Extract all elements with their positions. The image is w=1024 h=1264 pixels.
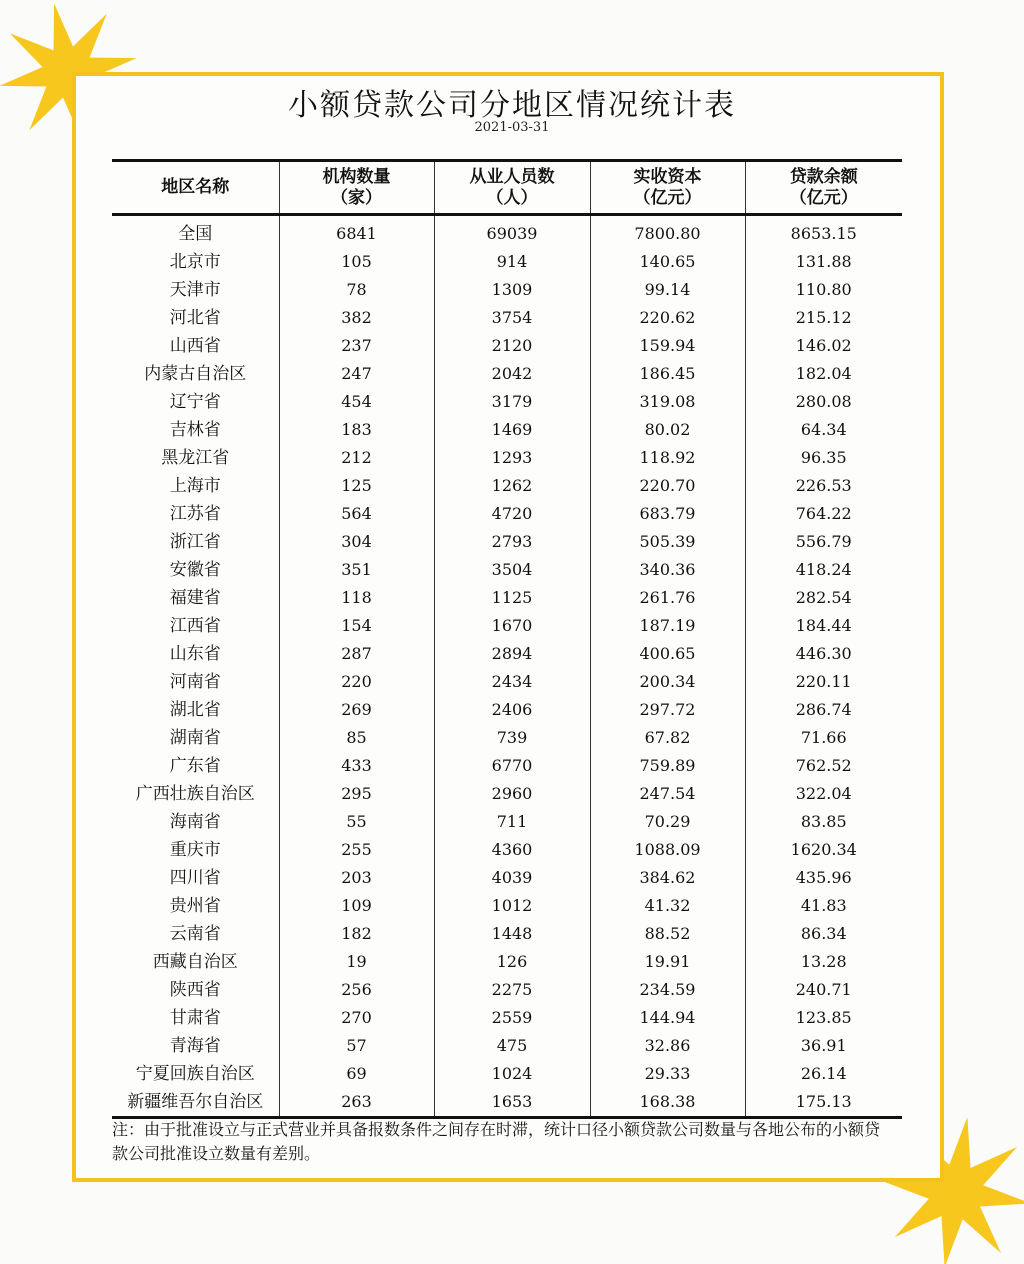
region-cell: 天津市	[169, 280, 221, 300]
loan-balance-cell: 286.74	[745, 696, 902, 724]
institution-count-cell: 125	[279, 472, 434, 500]
paid-in-capital-cell: 319.08	[590, 388, 745, 416]
table-row	[112, 215, 902, 249]
region-cell: 青海省	[169, 1036, 221, 1056]
paid-in-capital-cell: 140.65	[590, 248, 745, 276]
table-row	[112, 1032, 902, 1060]
employee-count-cell: 4039	[434, 864, 590, 892]
employee-count-cell: 1293	[434, 444, 590, 472]
loan-balance-cell: 13.28	[745, 948, 902, 976]
employee-count-cell: 739	[434, 724, 590, 752]
employee-count-cell: 2793	[434, 528, 590, 556]
institution-count-cell: 433	[279, 752, 434, 780]
paid-in-capital-cell: 186.45	[590, 360, 745, 388]
table-row	[112, 584, 902, 612]
loan-balance-cell: 764.22	[745, 500, 902, 528]
table-row	[112, 332, 902, 360]
loan-balance-cell: 41.83	[745, 892, 902, 920]
loan-balance-cell: 36.91	[745, 1032, 902, 1060]
table-row	[112, 752, 902, 780]
region-cell: 四川省	[169, 868, 221, 888]
report-date: 2021-03-31	[474, 120, 550, 135]
loan-balance-cell: 762.52	[745, 752, 902, 780]
table-row	[112, 920, 902, 948]
institution-count-cell: 85	[279, 724, 434, 752]
employee-count-cell: 3179	[434, 388, 590, 416]
institution-count-cell: 237	[279, 332, 434, 360]
employee-count-cell: 1670	[434, 612, 590, 640]
table-row	[112, 500, 902, 528]
table-row	[112, 892, 902, 920]
region-cell: 河北省	[169, 308, 221, 328]
paid-in-capital-cell: 67.82	[590, 724, 745, 752]
table-row	[112, 836, 902, 864]
employee-count-cell: 69039	[434, 215, 590, 249]
employee-count-cell: 4720	[434, 500, 590, 528]
paid-in-capital-cell: 683.79	[590, 500, 745, 528]
region-cell: 山东省	[169, 644, 221, 664]
institution-count-cell: 55	[279, 808, 434, 836]
employee-count-cell: 2894	[434, 640, 590, 668]
table-row	[112, 444, 902, 472]
employee-count-cell: 914	[434, 248, 590, 276]
loan-balance-cell: 64.34	[745, 416, 902, 444]
region-cell: 云南省	[169, 924, 221, 944]
loan-balance-cell: 86.34	[745, 920, 902, 948]
header-row	[112, 161, 902, 215]
paid-in-capital-cell: 144.94	[590, 1004, 745, 1032]
institution-count-cell: 247	[279, 360, 434, 388]
page-title: 小额贷款公司分地区情况统计表	[288, 88, 736, 123]
loan-balance-cell: 282.54	[745, 584, 902, 612]
table-row	[112, 612, 902, 640]
loan-balance-cell: 110.80	[745, 276, 902, 304]
region-cell: 内蒙古自治区	[144, 364, 247, 384]
table-row	[112, 640, 902, 668]
region-cell: 海南省	[169, 812, 221, 832]
table-row	[112, 416, 902, 444]
employee-count-cell: 1309	[434, 276, 590, 304]
region-cell: 黑龙江省	[161, 448, 230, 468]
loan-balance-cell: 96.35	[745, 444, 902, 472]
region-cell: 北京市	[169, 252, 221, 272]
paid-in-capital-cell: 220.62	[590, 304, 745, 332]
header-paid-in-capital: 实收资本 （亿元）	[590, 161, 745, 215]
employee-count-cell: 2120	[434, 332, 590, 360]
employee-count-cell: 1653	[434, 1088, 590, 1118]
footnote: 注：由于批准设立与正式营业并具备报数条件之间存在时滞，统计口径小额贷款公司数量与各地公布的小额贷款公司批准设立数量有差别。	[112, 1120, 881, 1163]
institution-count-cell: 269	[279, 696, 434, 724]
employee-count-cell: 2960	[434, 780, 590, 808]
region-cell: 上海市	[169, 476, 221, 496]
loan-balance-cell: 280.08	[745, 388, 902, 416]
paid-in-capital-cell: 220.70	[590, 472, 745, 500]
paid-in-capital-cell: 187.19	[590, 612, 745, 640]
table-row	[112, 1004, 902, 1032]
paid-in-capital-cell: 88.52	[590, 920, 745, 948]
employee-count-cell: 1125	[434, 584, 590, 612]
loan-balance-cell: 215.12	[745, 304, 902, 332]
loan-balance-cell: 220.11	[745, 668, 902, 696]
employee-count-cell: 475	[434, 1032, 590, 1060]
institution-count-cell: 295	[279, 780, 434, 808]
institution-count-cell: 57	[279, 1032, 434, 1060]
table-row	[112, 668, 902, 696]
institution-count-cell: 454	[279, 388, 434, 416]
table-row	[112, 808, 902, 836]
loan-balance-cell: 146.02	[745, 332, 902, 360]
region-cell: 宁夏回族自治区	[135, 1064, 255, 1084]
region-cell: 甘肃省	[169, 1008, 221, 1028]
employee-count-cell: 126	[434, 948, 590, 976]
paid-in-capital-cell: 118.92	[590, 444, 745, 472]
header-employee-count: 从业人员数 （人）	[434, 161, 590, 215]
region-cell: 重庆市	[169, 840, 221, 860]
table-row	[112, 724, 902, 752]
loan-balance-cell: 184.44	[745, 612, 902, 640]
employee-count-cell: 2559	[434, 1004, 590, 1032]
loan-balance-cell: 182.04	[745, 360, 902, 388]
region-cell: 辽宁省	[169, 392, 221, 412]
region-cell: 福建省	[169, 588, 221, 608]
paid-in-capital-cell: 32.86	[590, 1032, 745, 1060]
institution-count-cell: 182	[279, 920, 434, 948]
employee-count-cell: 3504	[434, 556, 590, 584]
paid-in-capital-cell: 1088.09	[590, 836, 745, 864]
table-row	[112, 780, 902, 808]
loan-balance-cell: 26.14	[745, 1060, 902, 1088]
institution-count-cell: 255	[279, 836, 434, 864]
employee-count-cell: 2042	[434, 360, 590, 388]
employee-count-cell: 711	[434, 808, 590, 836]
loan-balance-cell: 175.13	[745, 1088, 902, 1118]
region-cell: 西藏自治区	[152, 952, 238, 972]
institution-count-cell: 263	[279, 1088, 434, 1118]
loan-balance-cell: 226.53	[745, 472, 902, 500]
region-cell: 新疆维吾尔自治区	[112, 1088, 279, 1118]
table-row	[112, 1088, 902, 1118]
institution-count-cell: 256	[279, 976, 434, 1004]
institution-count-cell: 564	[279, 500, 434, 528]
paid-in-capital-cell: 29.33	[590, 1060, 745, 1088]
table-body	[112, 215, 902, 1118]
paid-in-capital-cell: 41.32	[590, 892, 745, 920]
employee-count-cell: 4360	[434, 836, 590, 864]
loan-balance-cell: 446.30	[745, 640, 902, 668]
table-row	[112, 948, 902, 976]
paid-in-capital-cell: 200.34	[590, 668, 745, 696]
header-institution-count: 机构数量 （家）	[279, 161, 434, 215]
loan-balance-cell: 240.71	[745, 976, 902, 1004]
institution-count-cell: 78	[279, 276, 434, 304]
table-row	[112, 528, 902, 556]
paid-in-capital-cell: 19.91	[590, 948, 745, 976]
loan-balance-cell: 131.88	[745, 248, 902, 276]
region-cell: 山西省	[169, 336, 221, 356]
region-cell: 浙江省	[169, 532, 221, 552]
table-row	[112, 472, 902, 500]
institution-count-cell: 69	[279, 1060, 434, 1088]
institution-count-cell: 203	[279, 864, 434, 892]
employee-count-cell: 1012	[434, 892, 590, 920]
statistics-table	[112, 159, 902, 1119]
table-row	[112, 696, 902, 724]
region-cell: 湖北省	[169, 700, 221, 720]
institution-count-cell: 154	[279, 612, 434, 640]
region-cell: 江苏省	[169, 504, 221, 524]
loan-balance-cell: 556.79	[745, 528, 902, 556]
loan-balance-cell: 1620.34	[745, 836, 902, 864]
paid-in-capital-cell: 168.38	[590, 1088, 745, 1118]
paid-in-capital-cell: 7800.80	[590, 215, 745, 249]
table-row	[112, 976, 902, 1004]
table-row	[112, 556, 902, 584]
paid-in-capital-cell: 384.62	[590, 864, 745, 892]
paid-in-capital-cell: 261.76	[590, 584, 745, 612]
loan-balance-cell: 123.85	[745, 1004, 902, 1032]
loan-balance-cell: 418.24	[745, 556, 902, 584]
table-row	[112, 1060, 902, 1088]
institution-count-cell: 105	[279, 248, 434, 276]
paid-in-capital-cell: 505.39	[590, 528, 745, 556]
employee-count-cell: 1024	[434, 1060, 590, 1088]
paid-in-capital-cell: 70.29	[590, 808, 745, 836]
loan-balance-cell: 435.96	[745, 864, 902, 892]
region-cell: 全国	[178, 224, 213, 244]
paid-in-capital-cell: 80.02	[590, 416, 745, 444]
paid-in-capital-cell: 247.54	[590, 780, 745, 808]
employee-count-cell: 2406	[434, 696, 590, 724]
paid-in-capital-cell: 159.94	[590, 332, 745, 360]
region-cell: 湖南省	[169, 728, 221, 748]
region-cell: 贵州省	[169, 896, 221, 916]
table-row	[112, 248, 902, 276]
institution-count-cell: 382	[279, 304, 434, 332]
region-cell: 陕西省	[169, 980, 221, 1000]
employee-count-cell: 3754	[434, 304, 590, 332]
institution-count-cell: 270	[279, 1004, 434, 1032]
table-row	[112, 864, 902, 892]
table-row	[112, 304, 902, 332]
header-loan-balance: 贷款余额 （亿元）	[745, 161, 902, 215]
table-row	[112, 388, 902, 416]
paid-in-capital-cell: 99.14	[590, 276, 745, 304]
header-region: 地区名称	[112, 161, 279, 215]
paid-in-capital-cell: 234.59	[590, 976, 745, 1004]
employee-count-cell: 1448	[434, 920, 590, 948]
paid-in-capital-cell: 400.65	[590, 640, 745, 668]
region-cell: 安徽省	[169, 560, 221, 580]
employee-count-cell: 2434	[434, 668, 590, 696]
paid-in-capital-cell: 297.72	[590, 696, 745, 724]
employee-count-cell: 1469	[434, 416, 590, 444]
loan-balance-cell: 322.04	[745, 780, 902, 808]
institution-count-cell: 304	[279, 528, 434, 556]
table-row	[112, 360, 902, 388]
institution-count-cell: 287	[279, 640, 434, 668]
loan-balance-cell: 71.66	[745, 724, 902, 752]
loan-balance-cell: 83.85	[745, 808, 902, 836]
institution-count-cell: 19	[279, 948, 434, 976]
institution-count-cell: 6841	[279, 215, 434, 249]
employee-count-cell: 2275	[434, 976, 590, 1004]
region-cell: 吉林省	[169, 420, 221, 440]
institution-count-cell: 109	[279, 892, 434, 920]
paid-in-capital-cell: 340.36	[590, 556, 745, 584]
institution-count-cell: 351	[279, 556, 434, 584]
employee-count-cell: 1262	[434, 472, 590, 500]
region-cell: 江西省	[169, 616, 221, 636]
region-cell: 广西壮族自治区	[135, 784, 255, 804]
institution-count-cell: 118	[279, 584, 434, 612]
employee-count-cell: 6770	[434, 752, 590, 780]
region-cell: 河南省	[169, 672, 221, 692]
institution-count-cell: 220	[279, 668, 434, 696]
table-row	[112, 276, 902, 304]
region-cell: 广东省	[169, 756, 221, 776]
loan-balance-cell: 8653.15	[745, 215, 902, 249]
paid-in-capital-cell: 759.89	[590, 752, 745, 780]
institution-count-cell: 183	[279, 416, 434, 444]
institution-count-cell: 212	[279, 444, 434, 472]
